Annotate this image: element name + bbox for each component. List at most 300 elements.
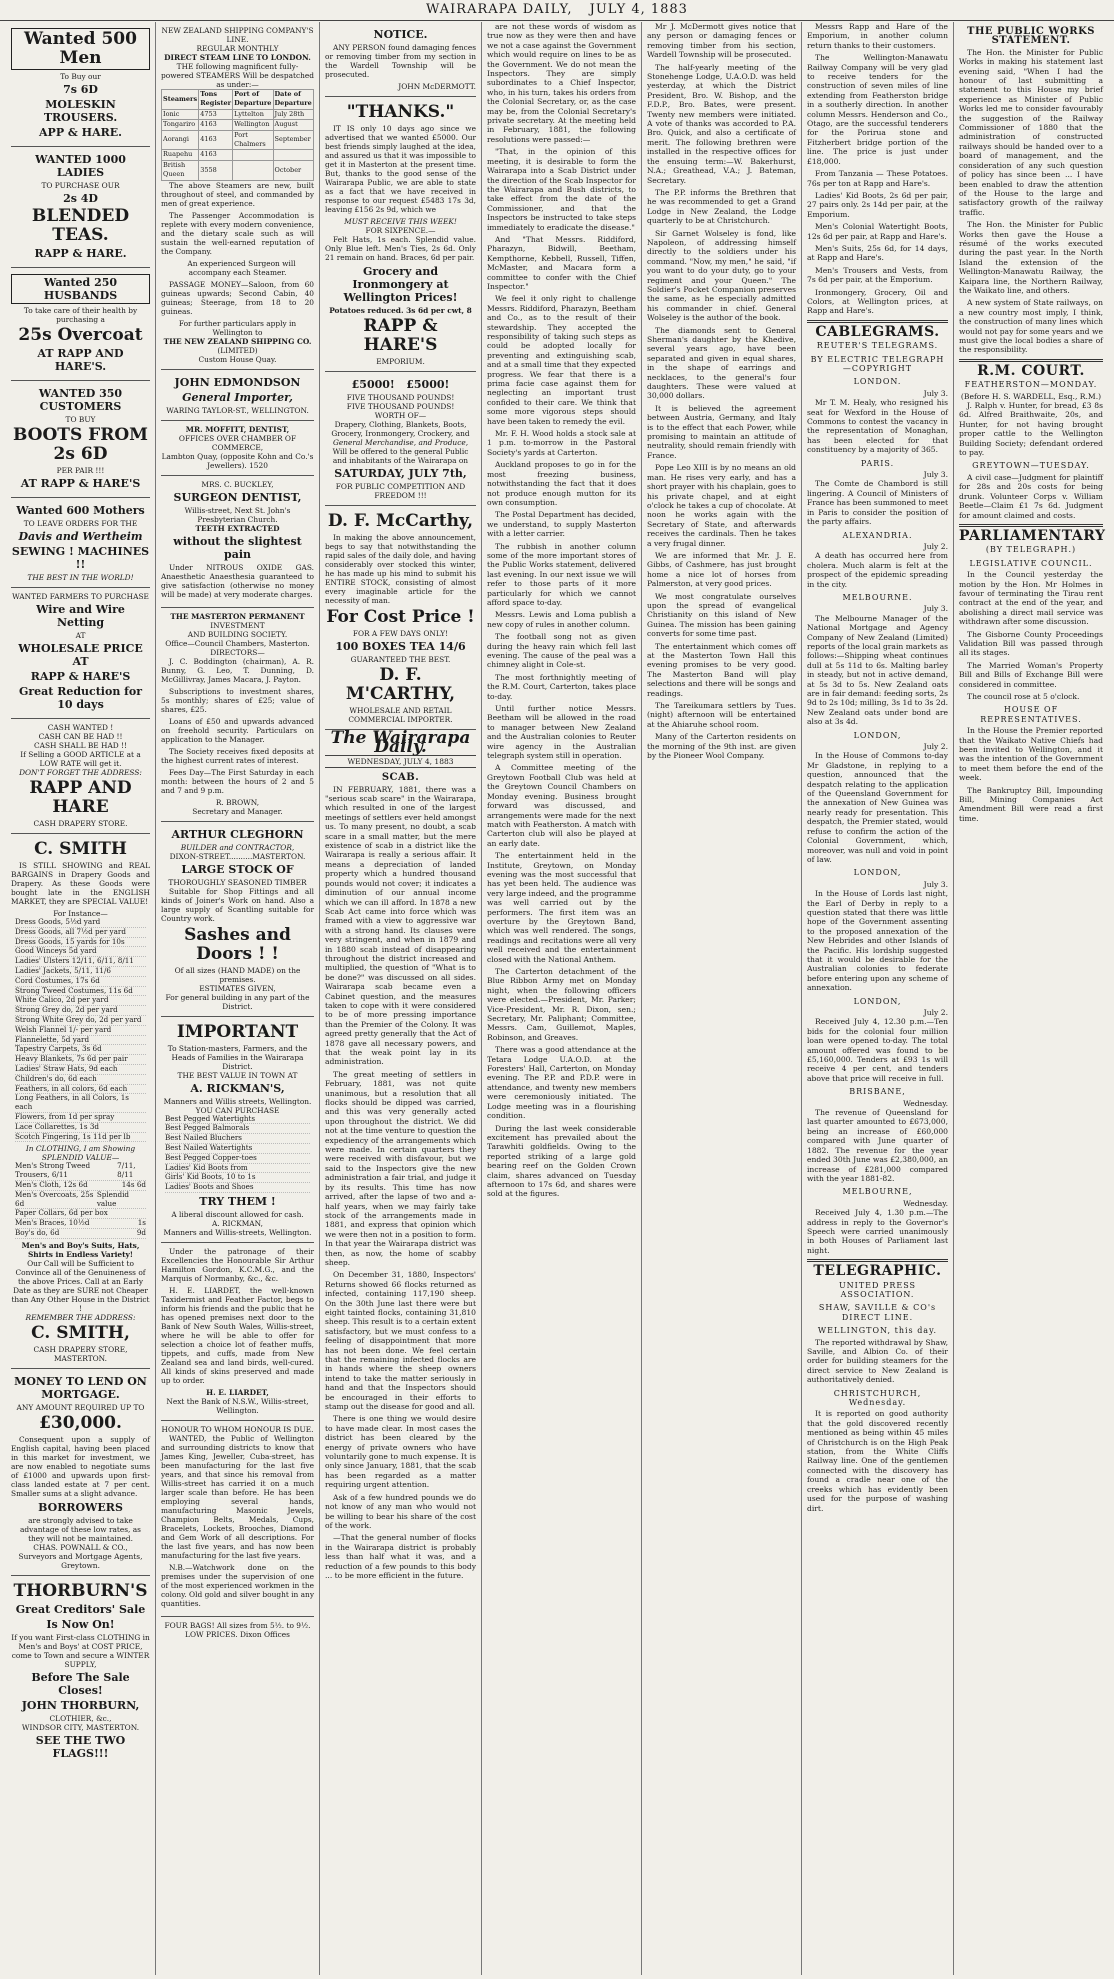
ad-text: CHAS. POWNALL & CO., (33, 1542, 128, 1552)
section-title: R.M. COURT. (977, 362, 1085, 379)
article-paragraph: Received July 4, 12.30 p.m.—Ten bids for the colonial four million loan were opened to-day. The total amount offered was found to be £5,160,000. Tenders at £93 1s will receive 4 per cent, and tenders above that price will receive in full. (807, 1017, 948, 1083)
date: July 3. (923, 388, 948, 398)
ad-text: Willis-street, Next St. John's Presbyterian Church. (184, 505, 291, 524)
ad-text: INVESTMENT (210, 620, 265, 630)
ad-text: LARGE STOCK OF (181, 862, 294, 876)
dateline: CHRISTCHURCH, Wednesday. (833, 1388, 922, 1408)
dateline: LONDON. (853, 377, 902, 387)
article-paragraph: The diamonds sent to General Sherman's daughter by the Khedive, several years ago, have been separated and given in equal shares, in the shape of earrings and necklaces, to the general's four daughters. These were valued at 30,000 dollars. (647, 325, 796, 401)
article-paragraph: The council rose at 5 o'clock. (967, 692, 1080, 701)
price-item: Best Pegged Balmorals (165, 1123, 250, 1133)
ad-price: £5000! (406, 378, 450, 391)
ad-sewing (11, 498, 150, 588)
ad-thorburn (11, 1576, 150, 1767)
ad-text: To Buy our (60, 72, 101, 81)
ad-text: Our Call will be Sufficient to Convince all of the Genuineness of the above Prices. Call at an Early Date as they are SURE not Cheaper than Any Other House in the District ! (11, 1258, 150, 1313)
date: July 2. (923, 742, 948, 752)
ad-text: H. E. LIARDET, the well-known Taxidermist and Feather Factor, begs to inform his friends and the public that he has opened premises next door to the Bank of New South Wales, Willis-street, where he will be able to offer for selection a choice lot of feather muffs, tippets, and cuffs, made from New Zealand sea and land birds, well-cured. All kinds of skins preserved and made up to order. (161, 1286, 314, 1386)
price-item: Long Feathers, in all Colors, 1s each (15, 1093, 129, 1112)
ad-teas (11, 147, 150, 268)
ad-text: ESTIMATES GIVEN, (199, 983, 276, 993)
ad-text: The Passenger Accommodation is replete with every modern convenience, and the dietary scale such as will sustain the well-earned reputation of the Company. (161, 210, 314, 256)
ad-mccarthy (325, 506, 476, 730)
ad-text: Is Now On! (46, 1617, 115, 1631)
price-item: Flowers, from 1d per spray (15, 1111, 115, 1121)
article-paragraph: The Bankruptcy Bill, Impounding Bill, Mining Companies Act Amendment Bill were read a first time. (959, 785, 1103, 823)
section-title: PARLIAMENTARY (959, 527, 1106, 544)
article-paragraph: The football song not as given during the heavy rain which fell last evening. The cause of the peal was a chimney alight in Cole-st. (487, 632, 636, 670)
price-item: Strong White Grey do, 2d per yard (15, 1014, 142, 1024)
article-paragraph: It is reported on good authority that the gold discovered recently mentioned as being within 45 miles of Christchurch is on the High Peak station, from the White Cliffs Railway line. One of the gentlemen connected with the discovery has found a cradle near one of the creeks which has evidently been used for the purpose of washing dirt. (807, 1409, 948, 1513)
article-paragraph: We most congratulate ourselves upon the spread of evangelical Christianity on this island of New Guinea. The mission has been gaining converts for some time past. (647, 591, 796, 639)
price-row (15, 1094, 146, 1113)
ad-text: CASH DRAPERY STORE, MASTERTON. (33, 1344, 128, 1363)
column-2 (156, 22, 320, 1975)
ad-wire (11, 588, 150, 719)
article-paragraph: The most forthnightly meeting of the R.M. Court, Carterton, takes place to-day. (487, 672, 636, 701)
ad-text: For Cost Price ! (326, 607, 475, 627)
article-paragraph: On December 31, 1880, Inspectors' Returns showed 66 flocks returned as infected, containing 117,190 sheep. On the 30th June last there were but eight tainted flocks, containing 31,810 sheep. This result is to a certain extent satisfactory, but we must confess to a feeling of disappointment that more has not been done. We feel certain that the remaining infected flocks are in hands where the sheep owners intend to take the matter seriously in hand and that the Inspectors should be encouraged in their efforts to stamp out the disease for good and all. (325, 1270, 476, 1412)
table-cell: July 28th (273, 109, 313, 119)
price-list (11, 918, 150, 1142)
ad-store: C. SMITH, (31, 1322, 130, 1343)
table-cell: Aorangi (162, 130, 199, 150)
ad-text: THE BEST IN THE WORLD! (27, 573, 134, 582)
article-paragraph: Ladies' Kid Boots, 2s 6d per pair, 27 pairs only. 2s 14d per pair, at the Emporium. (807, 190, 948, 219)
ad-price: 2s 4D (63, 192, 98, 205)
ad-text: A liberal discount allowed for cash. (171, 1210, 304, 1220)
price-value: 7/11, 8/11 (117, 1161, 136, 1180)
article-paragraph: From Tanzania — These Potatoes. 76s per ton at Rapp and Hare's. (807, 169, 948, 188)
ad-text: TRY THEM ! (199, 1195, 276, 1209)
ad-text: CASH DRAPERY STORE. (33, 819, 128, 828)
ad-text: Office—Council Chambers, Masterton. (165, 638, 310, 648)
ad-text: PASSAGE MONEY—Saloon, from 60 guineas upwards; Second Cabin, 40 guineas; Steerage, from 18 to 20 guineas. (161, 279, 314, 316)
ad-headline: C. SMITH (34, 839, 127, 859)
price-item: Ladies' Ulsters 12/11, 6/11, 8/11 (15, 956, 134, 966)
article-paragraph: The Hon. the Minister for Public Works in making his statement last evening said, "When I had the honour of last submitting a statement to this House my brief experience as Minister of Public Works led me to consider favourably the suggestion of the Railway Commissioner of 1880 that the administration of constructed railways should be handed over to a board of management, and the consideration of any such question of policy has since been ... I have been enabled to draw the attention of the House to the large and satisfactory growth of the railway traffic. (959, 47, 1103, 217)
price-row (15, 1191, 146, 1210)
article-paragraph: J. Ralph v. Hunter, for bread, £3 8s 6d. Alfred Braithwaite, 20s, and Hunter, for not having brought proper cattle to the Wellington Building Society; defendant ordered to pay. (959, 401, 1103, 458)
price-row (15, 1162, 146, 1181)
ad-text: FIVE THOUSAND POUNDS! (346, 402, 455, 411)
ad-price: £30,000. (39, 1412, 122, 1433)
price-item: Girls' Kid Boots, 10 to 1s (165, 1172, 256, 1182)
article-paragraph: In the House of Commons to-day Mr Gladstone, in replying to a question, announced that the despatch relating to the application of the Queensland Government for the annexation of New Guinea was nearly ready for presentation. This despatch, the Premier stated, would refuse to confirm the action of the Colonial Government, which, moreover, was null and void in point of law. (807, 751, 948, 864)
table-cell: Tongariro (162, 120, 199, 130)
ad-headline: D. F. McCarthy, (327, 511, 474, 531)
article-paragraph: We are informed that Mr. J. E. Gibbs, of Cashmere, has just brought home a nice lot of horses from Palmerston, at very good prices. (647, 550, 796, 589)
ad-text: Grocery and Ironmongery at Wellington Prices! (343, 265, 458, 304)
ad-building-society (161, 608, 314, 822)
ad-text: To Station-masters, Farmers, and the Heads of Families in the Wairarapa District. (167, 1043, 308, 1071)
ad-text: REGULAR MONTHLY (196, 44, 279, 53)
article-paragraph: A new system of State railways, on a new country most imply, I think, the construction of many lines which would not pay for some years and we must give the local bodies a share of the responsibility. (959, 298, 1103, 355)
ad-text: WANTED, the Public of Wellington and surrounding districts to know that James King, Jeweller, Cuba-street, has been manufacturing for the last five years, and that since his removal from Willis-street has carried it on a much larger scale than before. He has been employing several hands, manufacturing Masonic Jewels, Champion Belts, Medals, Cups, Bracelets, Lockets, Brooches, Diamond and Gem Work of all descriptions. For the last five years, and has now been manufacturing for the last five years. (161, 1434, 314, 1561)
table-header-row (162, 90, 314, 110)
article-paragraph: The Melbourne Manager of the National Mortgage and Agency Company of New Zealand (Limited) reports of the local grain markets as follows:—Shipping wheat continues dull at 5s 11d to 6s. Malting barley in steady, but not in active demand, at 5s 3d to 5s. New Zealand oats are in fair demand: feeding sorts, 2s 9d to 2s 10d; milling, 3s 1d to 3s 2d. New Zealand oats under bond are also at 3s 4d. (807, 613, 948, 727)
ad-text: BUILDER and CONTRACTOR, (180, 842, 295, 852)
article-paragraph: are not these words of wisdom as true now as they were then and have we not a case against the Government which would require on lines to be as the Government. We do not mean the Inspectors. They are simply subordinates to a Chief Inspector, who, in his turn, takes his orders from the Colonial Secretary, or, as the case may be, from the Colonial Secretary's private secretary. At the meeting held in February, 1881, the following resolutions were passed:— (487, 22, 636, 144)
ad-cleghorn (161, 822, 314, 1017)
ad-edmondson (161, 370, 314, 421)
article-paragraph: The P.P. informs the Brethren that he was recommended to get a Grand Lodge in New Zealand, the Lodge quarterly to be at Christchurch. (647, 187, 796, 226)
table-cell: British Queen (162, 160, 199, 180)
ad-store: JOHN THORBURN, (21, 1698, 140, 1712)
price-item: Heavy Blankets, 7s 6d per pair (15, 1054, 128, 1064)
article-paragraph: The Tareikumara settlers by Tues. (night) afternoon will be entertained at the Ahiaruhe school room. (647, 701, 796, 729)
ad-text: For further particulars apply in Wellington to (178, 318, 297, 337)
ad-text: IS STILL SHOWING and REAL BARGAINS in Drapery Goods and Drapery. As these Goods were bought late in the ENGLISH MARKET, they are SPECIAL VALUE! (11, 861, 150, 906)
price-item: Men's Braces, 10½d (15, 1218, 90, 1228)
table-header: Tons Register (200, 90, 232, 108)
article-paragraph: IN FEBRUARY, 1881, there was a "serious scab scare" in the Wairarapa, which resulted in one of the largest meetings of settlers ever held amongst us. To many present, no doubt, a scab scare in a small matter, but the mere existence of scab in a district like the Wairarapa is really a serious affair. It means a depreciation of landed property which a hundred thousand pounds would not cover; it indicates a diminution of our annual income which we can ill afford. In 1878 a new Scab Act came into force which was framed with a view to aggressive war with a strong hand. Its clauses were very stringent, and when in 1879 and in 1880 scab instead of disappearing throughout the district increased and multiplied, the question of "What is to be done?" was discussed on all sides. Wairarapa scab became even a Cabinet question, and the measures taken to cope with it were considered to be of more pressing importance than the Premier of the Colony. It was agreed pretty generally that the Act of 1878 gave all necessary powers, and that the weak point lay in its administration. (325, 784, 476, 1067)
article-paragraph: In the Council yesterday the motion by the Hon. Mr Holmes in favour of terminating the Tirau rent contract at the end of the year, and abolishing a direct mail service was withdrawn after some discussion. (959, 570, 1103, 627)
ad-text: 100 BOXES TEA 14/6 (335, 640, 466, 653)
ad-text: AND BUILDING SOCIETY. (187, 629, 288, 639)
price-value: 9d (136, 1227, 146, 1237)
ad-text: AT (75, 631, 86, 640)
ad-headline: HONOUR TO WHOM HONOUR IS DUE. (161, 1425, 314, 1435)
ad-text: Great Creditors' Sale (15, 1602, 146, 1616)
article-paragraph: The Hon. the Minister for Public Works then gave the House a résumé of the works executed during the past year. In the North Island the extension of the Wellington-Manawatu Railway, the Kaipara line, the Northern Railway, the Waikato line, and others. (959, 220, 1103, 295)
article-paragraph: Men's Suits, 25s 6d, for 14 days, at Rapp and Hare's. (807, 243, 948, 263)
ad-text: A. RICKMAN, (212, 1219, 263, 1229)
ad-text: CASH WANTED ! (47, 723, 114, 732)
ad-text: WORTH OF— (374, 411, 427, 420)
ad-text: WINDSOR CITY, MASTERTON. (21, 1722, 140, 1732)
price-row (15, 1229, 146, 1239)
article-paragraph: The great meeting of settlers in February, 1881, was not quite unanimous, but a resolution that all flocks should be dipped was carried, and this was very generally acted upon throughout the district. We did not at the time venture to question the expediency of the arrangements which were made. In certain quarters they were received with disfavour, but we said to the Inspectors give the new administration a fair trial, and judge it by its results. This time has now arrived, after the lapse of two and a-half years, when we may fairly take stock of the arrangements made in 1881, and express that opinion which we were then not in a position to form. In that year the Wairarapa district was then, as now, the home of scabby sheep. (325, 1069, 476, 1267)
article-paragraph: Sir Garnet Wolseley is fond, like Napoleon, of addressing himself directly to the soldiers under his command. "Now, my men," he said, "if you want to do your duty, go to your regiment and your Queen." The Soldier's Pocket Companion preserves the same, as he especially admitted his commander in chief. General Wolseley is the author of the book. (647, 228, 796, 323)
ad-text: TO BUY (65, 415, 96, 424)
ad-cash (11, 719, 150, 834)
article-paragraph: In the House the Premier reported that the Waikato Native Chiefs had been invited to Wellington, and it was the intention of the Government to meet them before the end of the week. (959, 726, 1103, 783)
ad-price: FROM 2s 6D (53, 425, 148, 464)
price-item: Best Nailed Bluchers (165, 1133, 242, 1143)
section-subtitle: BY ELECTRIC TELEGRAPH—COPYRIGHT (810, 354, 945, 373)
price-item: Dress Goods, 5½d yard (15, 917, 101, 926)
section-subtitle: REUTER'S TELEGRAMS. (816, 341, 939, 351)
table-cell (233, 150, 273, 160)
price-item: Men's Overcoats, 25s 6d (15, 1189, 94, 1208)
ad-text: Under the patronage of their Excellencies the Honourable Sir Arthur Hamilton Gordon, K.C.M.G., and the Marquis of Normanby, &c., &c. (161, 1247, 314, 1284)
ad-headline: MR. MOFFITT, DENTIST, (185, 424, 290, 434)
price-list (11, 1162, 150, 1238)
dateline: ALEXANDRIA. (842, 530, 913, 540)
ad-text: TO LEAVE ORDERS FOR THE (23, 519, 138, 528)
ad-king (161, 1421, 314, 1617)
ad-price: WHOLESALE PRICE AT (18, 642, 143, 668)
ad-headline: WANTED 350 CUSTOMERS (38, 387, 123, 413)
article-paragraph: A Committee meeting of the Greytown Football Club was held at the Greytown Council Chambers on Monday evening. Business brought forward was discussed, and arrangements were made for the next match with Featherston. A match with Carterton club will also be played at an early date. (487, 763, 636, 848)
price-item: Ladies' Kid Boots from (165, 1162, 248, 1172)
table-cell: 4163 (199, 150, 233, 160)
dateline: LONDON, (853, 996, 902, 1006)
article-title: SCAB. (381, 772, 420, 784)
article-line: (Before H. S. WARDELL, Esq., R.M.) (960, 391, 1102, 401)
ad-text: without the slightest pain (173, 534, 302, 561)
article-paragraph: Men's Colonial Watertight Boots, 12s 6d per pair, at Rapp and Hare's. (807, 222, 948, 241)
price-item: Flannelette, 5d yard (15, 1034, 90, 1044)
dateline: FEATHERSTON—MONDAY. (964, 380, 1098, 390)
table-cell: 3558 (199, 160, 233, 180)
article-paragraph: Messrs Rapp and Hare of the Emporium, in another column return thanks to their customers. (807, 22, 948, 50)
masthead (0, 0, 1114, 21)
ad-text: MUST RECEIVE THIS WEEK! (344, 217, 457, 226)
section-title: TELEGRAPHIC. (813, 1263, 942, 1280)
table-cell: Ruapehu (162, 150, 199, 160)
ad-text: DIRECTORS— (210, 647, 265, 657)
price-item: Dress Goods, all 7½d per yard (15, 926, 126, 936)
price-value: 14s 6d (121, 1179, 146, 1189)
ad-text: DON'T FORGET THE ADDRESS: (19, 768, 142, 777)
ad-text: Surveyors and Mortgage Agents, Greytown. (18, 1551, 143, 1570)
section-subtitle: (BY TELEGRAPH.) (985, 545, 1077, 555)
ad-text: Drapery, Clothing, Blankets, Boots, Grocery, Ironmongery, Crockery, and (331, 420, 470, 438)
article-paragraph: There was a good attendance at the Tetara Lodge U.A.O.D. at the Foresters' Hall, Carterton, on Monday evening. The P.P. and P.D.P. were in attendance, and twenty new members were ceremoniously initiated. The Lodge meeting was in a flourishing condition. (487, 1045, 636, 1121)
price-item: Ladies' Straw Hats, 9d each (15, 1063, 118, 1073)
ad-product: BOOTS (13, 425, 83, 445)
ad-text: FOR A FEW DAYS ONLY! (352, 629, 449, 638)
ad-text: Before The Sale Closes! (31, 1670, 130, 1697)
ad-text: Subscriptions to investment shares, 5s monthly; shares of £25; value of shares, £25. (161, 686, 314, 714)
table-cell: Wellington (233, 120, 273, 130)
ad-buckley (161, 476, 314, 608)
column-6 (802, 22, 954, 1975)
ad-headline: Wanted 500 Men (11, 28, 150, 70)
ad-text: Manners and Willis streets, Wellington. (163, 1096, 312, 1106)
notice (325, 22, 476, 97)
ad-text: In CLOTHING, I am Showing SPLENDID VALUE— (25, 1144, 136, 1163)
ad-5000 (325, 372, 476, 506)
ad-headline: JOHN EDMONDSON (174, 375, 301, 389)
ad-text: The Society receives fixed deposits at the highest current rates of interest. (161, 746, 314, 765)
ad-text: CASH CAN BE HAD !! (38, 732, 123, 741)
ad-store: RAPP & HARE'S (30, 670, 131, 683)
ad-bags (161, 1617, 314, 1644)
dateline: WELLINGTON, this day. (817, 1326, 938, 1336)
ad-price: 7s 6D (63, 83, 98, 96)
ad-text: YOU CAN PURCHASE (195, 1105, 280, 1115)
ad-text: Manners and Willis-streets, Wellington. (163, 1228, 312, 1238)
ad-headline: MONEY TO LEND ON MORTGAGE. (14, 1374, 147, 1401)
price-item: Tapestry Carpets, 3s 6d (15, 1044, 102, 1054)
article-paragraph: "That, in the opinion of this meeting, it is desirable to form the Wairarapa into a Scab District under the direction of the Scab Inspector for the Wairarapa and Bush districts, to take effect from the date of the Commissioner, and that the Inspectors be instructed to take steps immediately to eradicate the disease." (487, 147, 636, 232)
ad-store: APP & HARE. (39, 126, 122, 139)
price-item: Paper Collars, 6d per box (15, 1208, 108, 1218)
table-row (162, 130, 314, 150)
paper-title: The Wairarapa Daily. (330, 728, 471, 758)
ad-text: Under NITROUS OXIDE GAS. Anaesthetic Anaesthesia guaranteed to give satisfaction (otherwise no money will be made) at very moderate charges. (161, 562, 314, 599)
table-cell: Ionic (162, 109, 199, 119)
table-header: Port of Departure (234, 90, 272, 108)
table-header: Steamers (162, 90, 199, 110)
dateline: GREYTOWN—TUESDAY. (972, 461, 1090, 471)
article-paragraph: Pope Leo XIII is by no means an old man. He rises very early, and has a short prayer with his chaplain, goes to his private chapel, and at eight o'clock he takes a cup of chocolate. At noon he works again with the Secretary of State, and afterwards receives the cardinals. Then he takes a very frugal dinner. (647, 463, 796, 548)
price-item: Men's Strong Tweed Trousers, 6/11 (15, 1161, 91, 1180)
date: Wednesday. (903, 1198, 948, 1208)
ad-headline: THORBURN'S (13, 1580, 148, 1601)
ad-text: are strongly advised to take advantage of these low rates, as they will not be maintained. (20, 1515, 141, 1543)
ad-store: D. F. M'CARTHY, (345, 665, 456, 704)
ad-text: WARING TAYLOR-ST., WELLINGTON. (166, 405, 309, 415)
ad-store: RAPP & HARE. (34, 247, 127, 260)
ad-text: H. E. LIARDET, (206, 1388, 269, 1398)
ad-text: DIXON-STREET..........MASTERTON. (169, 851, 306, 861)
ad-text: IT IS only 10 days ago since we advertised that we wanted £5000. Our best friends simply laughed at the idea, and assured us that it was impossible to get it in Masterton at the present time. But, thanks to the good sense of the Wairarapa Public, we are able to state as a fact that we have received in response to our request £5483 17s 3d, leaving £156 2s 9d, which we (325, 124, 476, 214)
masthead-date: JULY 4, 1883 (589, 2, 688, 17)
ad-text: EMPORIUM. (376, 357, 425, 366)
article-paragraph: The revenue of Queensland for last quarter amounted to £673,000, being an increase of £60,000 compared with June quarter of 1882. The revenue for the year ended 30th June was £2,380,000, an increase of £281,000 compared with the year 1881-82. (807, 1108, 948, 1183)
table-cell: Lyttelton (233, 109, 273, 119)
ad-headline: THE MASTERTON PERMANENT (170, 611, 305, 621)
ad-text: (LIMITED) (217, 345, 258, 355)
ad-store: AT RAPP AND HARE'S. (37, 347, 124, 373)
ad-text: Loans of £50 and upwards advanced on freehold security. Particulars on application to the Manager. (161, 716, 314, 744)
table-header: Date of Departure (274, 90, 312, 108)
ad-text: Will be offered to the general Public and inhabitants of the Wairarapa on (332, 447, 469, 465)
ad-text: Potatoes reduced. 3s 6d per cwt, 8 (329, 306, 472, 315)
article-paragraph: The Wellington-Manawatu Railway Company will be very glad to receive tenders for the construction of seven miles of line extending from Featherston bridge in a southerly direction. In another column Messrs. Henderson and Co., Otago, are the successful tenderers for the Porirua stone and Fitzherbert bridge portion of the line. The price is just under £18,000. (807, 53, 948, 166)
ad-headline: WANTED 1000 LADIES (35, 153, 126, 179)
date: July 3. (923, 470, 948, 480)
ad-text: For general building in any part of the District. (165, 992, 310, 1011)
ad-text: The above Steamers are new, built throughout of steel, and commanded by men of great experience. (161, 180, 314, 208)
article-paragraph: A death has occurred here from cholera. Much alarm is felt at the prospect of the epidemic spreading in the city. (807, 551, 948, 589)
ad-headline: ARTHUR CLEGHORN (171, 827, 304, 841)
ad-mortgage (11, 1369, 150, 1576)
ad-product: 25s Overcoat (18, 325, 143, 345)
paper-date: WEDNESDAY, JULY 4, 1883 (325, 755, 476, 768)
article-paragraph: The Married Woman's Property Bill and Bills of Exchange Bill were considered in committee. (959, 660, 1103, 689)
price-value: Splendid value (96, 1189, 130, 1208)
ad-text: Custom House Quay. (198, 354, 277, 364)
price-item: Best Pegged Watertights (165, 1113, 256, 1123)
ad-text: If Selling a GOOD ARTICLE at a LOW RATE will get it. (20, 750, 141, 768)
ad-text: ANY PERSON found damaging fences or removing timber from my section in the Wardell Township will be prosecuted. (325, 43, 476, 79)
dateline: LEGISLATIVE COUNCIL. (969, 558, 1093, 568)
price-row (15, 1133, 146, 1143)
dateline: PARIS. (860, 458, 895, 468)
date: July 2. (923, 541, 948, 551)
column-1 (6, 22, 156, 1975)
price-value: 1s (137, 1218, 146, 1228)
article-paragraph: The Comte de Chambord is still lingering. A Council of Ministers of France has been summoned to meet in Paris to consider the position of the party affairs. (807, 479, 948, 527)
article-paragraph: Until further notice Messrs. Beetham will be allowed in the road to manager between New Zealand and the Australian colonies to Reuter wire agency in the Australian telegraph system still in operation. (487, 704, 636, 761)
ad-headline: NEW ZEALAND SHIPPING COMPANY'S LINE. (161, 26, 314, 44)
ships-table (161, 89, 314, 181)
ad-text: THE NEW ZEALAND SHIPPING CO. (163, 336, 312, 346)
table-cell: October (273, 160, 313, 180)
ad-product: MOLESKIN TROUSERS. (43, 98, 118, 124)
price-item: Dress Goods, 15 yards for 10s (15, 936, 125, 946)
ad-text: SATURDAY, JULY 7th, (334, 467, 467, 480)
ad-store: RAPP & HARE'S (363, 316, 438, 355)
table-cell: September (273, 130, 313, 150)
ad-text: An experienced Surgeon will accompany each Steamer. (187, 258, 296, 277)
ad-store: A. RICKMAN'S, (190, 1081, 285, 1095)
ad-text: SURGEON DENTIST, (173, 490, 302, 504)
ad-text: REMEMBER THE ADDRESS: (25, 1312, 136, 1322)
article-paragraph: The half-yearly meeting of the Stonehenge Lodge, U.A.O.D. was held yesterday, at which the District President, Bro. W. Bishop, and the F.D.P., Bro. Bates, were present. Twenty new members were initiated. A vote of thanks was accorded to P.A. Bro. Quick, and also a certificate of merit. The following brethren were installed in the respective offices for the ensuing term:—W. Bakerhurst, N.A.; Greathead, V.A.; J. Bateman, Secretary. (647, 62, 796, 185)
price-item: Welsh Flannel 1/- per yard (15, 1024, 112, 1034)
ad-thanks (325, 97, 476, 372)
price-row (165, 1183, 310, 1193)
article-paragraph: During the last week considerable excitement has prevailed about the Tarawhiti goldfields. Owing to the reported striking of a large gold bearing reef on the Golden Crown claim, shares advanced on Tuesday afternoon to 17s 6d, and shares were sold at the figures. (487, 1123, 636, 1199)
ad-headline: WANTED FARMERS TO PURCHASE (12, 592, 149, 601)
ad-text: CLOTHIER, &c., (49, 1713, 112, 1723)
ad-shipping (161, 22, 314, 370)
section-title: CABLEGRAMS. (815, 323, 940, 340)
price-item: Boy's do, 6d (15, 1227, 60, 1237)
dateline: LONDON, (853, 868, 902, 878)
ad-boots (11, 381, 150, 498)
table-row (162, 120, 314, 130)
article-paragraph: Auckland proposes to go in for the most freezing business, notwithstanding the fact that it does not produce enough mutton for its own consumption. (487, 460, 636, 507)
article-paragraph: Ask of a few hundred pounds we do not know of any man who would not be willing to bear his share of the cost of the work. (325, 1492, 476, 1530)
price-item: Best Nailed Watertights (165, 1143, 253, 1153)
ad-text: Suitable for Shop Fittings and all kinds of Joiner's Work on hand. Also a large supply of Scantling suitable for Country work. (161, 886, 314, 923)
ad-text: DIRECT STEAM LINE TO LONDON. (164, 53, 311, 62)
article-paragraph: The reported withdrawal by Shaw, Saville, and Albion Co. of their order for building steamers for the direct service to New Zealand is authoritatively denied. (807, 1337, 948, 1385)
article-paragraph: Mr J. McDermott gives notice that any person or damaging fences or removing timber from his section, Wardell Township will be prosecuted. (647, 22, 796, 60)
article-paragraph: The entertainment held in the Institute, Greytown, on Monday evening was the most successful that has yet been held. The audience was very large indeed, and the programme was well carried out by the performers. The first item was an overture by the Greytown Band, which was well rendered. The songs, readings and recitations were all very well received and the entertainment closed with the National Anthem. (487, 851, 636, 964)
column-3 (320, 22, 482, 1975)
article-paragraph: In the House of Lords last night, the Earl of Derby in reply to a question stated that there was little hope of the Government assenting to the proposed annexation of the New Hebrides and other Islands of the Pacific. His lordship suggested that it would be desirable for the Australian colonies to federate before entering upon any scheme of annexation. (807, 889, 948, 993)
date: Wednesday. (903, 1098, 948, 1108)
price-item: Cord Costumes, 17s 6d (15, 975, 100, 985)
ad-text: SEE THE TWO FLAGS!!! (35, 1733, 126, 1760)
article-paragraph: We feel it only right to challenge Messrs. Riddiford, Pharazyn, Beetham and Co., as to the result of their stewardship. They accepted the responsibility of taking such steps as could be adopted locally for preventing and extinguishing scab, and at a small time that they expected progress. We fear that there is a prima facie case against them for neglecting an important trust confided to their care. We think that some more vigorous steps should have been taken to remedy the evil. (487, 294, 636, 426)
ad-text: Next the Bank of N.S.W., Willis-street, Wellington. (166, 1397, 309, 1416)
date: July 3. (923, 604, 948, 614)
ad-text: Felt Hats, 1s each. Splendid value. Only Blue left. Men's Ties, 2s 6d. Only 21 remain on hand. Braces, 6d per pair. (325, 235, 476, 262)
ad-text: Men's and Boy's Suits, Hats, Shirts in Endless Variety! (21, 1240, 140, 1259)
ad-store: RAPP AND HARE (29, 778, 132, 817)
price-item: Strong Grey do, 2d per yard (15, 1005, 118, 1015)
price-item: Lace Collarettes, 1s 3d (15, 1121, 100, 1131)
ad-text: Sashes and Doors ! ! (184, 924, 291, 964)
ad-headline: "THANKS." (346, 102, 455, 122)
ad-text: If you want First-class CLOTHING in Men's and Boys' at COST PRICE, come to Town and secure a WINTER SUPPLY, (11, 1632, 150, 1669)
ad-text: N.B.—Watchwork done on the premises under the supervision of one of the most experienced workmen in the colony. Old gold and silver bought in any quantities. (161, 1563, 314, 1609)
ad-text: GUARANTEED THE BEST. (350, 655, 451, 664)
ad-headline: MRS. C. BUCKLEY, (201, 479, 274, 489)
ad-text: WHOLESALE AND RETAIL COMMERCIAL IMPORTER. (348, 706, 453, 724)
columns (6, 22, 1108, 1975)
article-paragraph: The rubbish in another column some of the more important stores of the Public Works statement, delivered last evening. In our next issue we will refer to those parts of it more particularly for which we cannot afford space to-day. (487, 541, 636, 607)
section-subtitle: UNITED PRESS ASSOCIATION. (838, 1280, 917, 1299)
price-list (161, 1115, 314, 1193)
ad-text: General Merchandise, and Produce, (332, 438, 469, 447)
ad-text: TEETH EXTRACTED (195, 523, 280, 533)
ad-price: £5000! (351, 378, 395, 391)
table-cell: 4163 (199, 130, 233, 150)
price-item: Good Winceys 5d yard (15, 946, 97, 956)
price-item: Scotch Fingering, 1s 11d per lb (15, 1131, 131, 1141)
dateline: MELBOURNE. (842, 592, 913, 602)
article-paragraph: It is believed the agreement between Austria, Germany, and Italy is to the effect that each Power, while promising to maintain an attitude of neutrality, should remain friendly with France. (647, 403, 796, 460)
table-cell: Port Chalmers (233, 130, 273, 150)
ad-text: PER PAIR !!! (56, 466, 105, 475)
ad-headline: Wanted 250 HUSBANDS (11, 274, 150, 304)
ad-text: General Importer, (182, 390, 293, 404)
ad-product: Davis and Wertheim (18, 530, 143, 543)
article-paragraph: —That the general number of flocks in the Wairarapa district is probably less than half what it was, and a reduction of a few pounds to this body ... to be more efficient in the future. (325, 1533, 476, 1580)
ad-text: Great Reduction for 10 days (18, 685, 143, 711)
article-paragraph: And "That Messrs. Riddiford, Pharazyn, Bidwill, Beetham, Kempthorne, Kebbell, Russell, Tiffen, McMaster, and Macara form a committee to confer with the Chief Inspector." (487, 234, 636, 291)
